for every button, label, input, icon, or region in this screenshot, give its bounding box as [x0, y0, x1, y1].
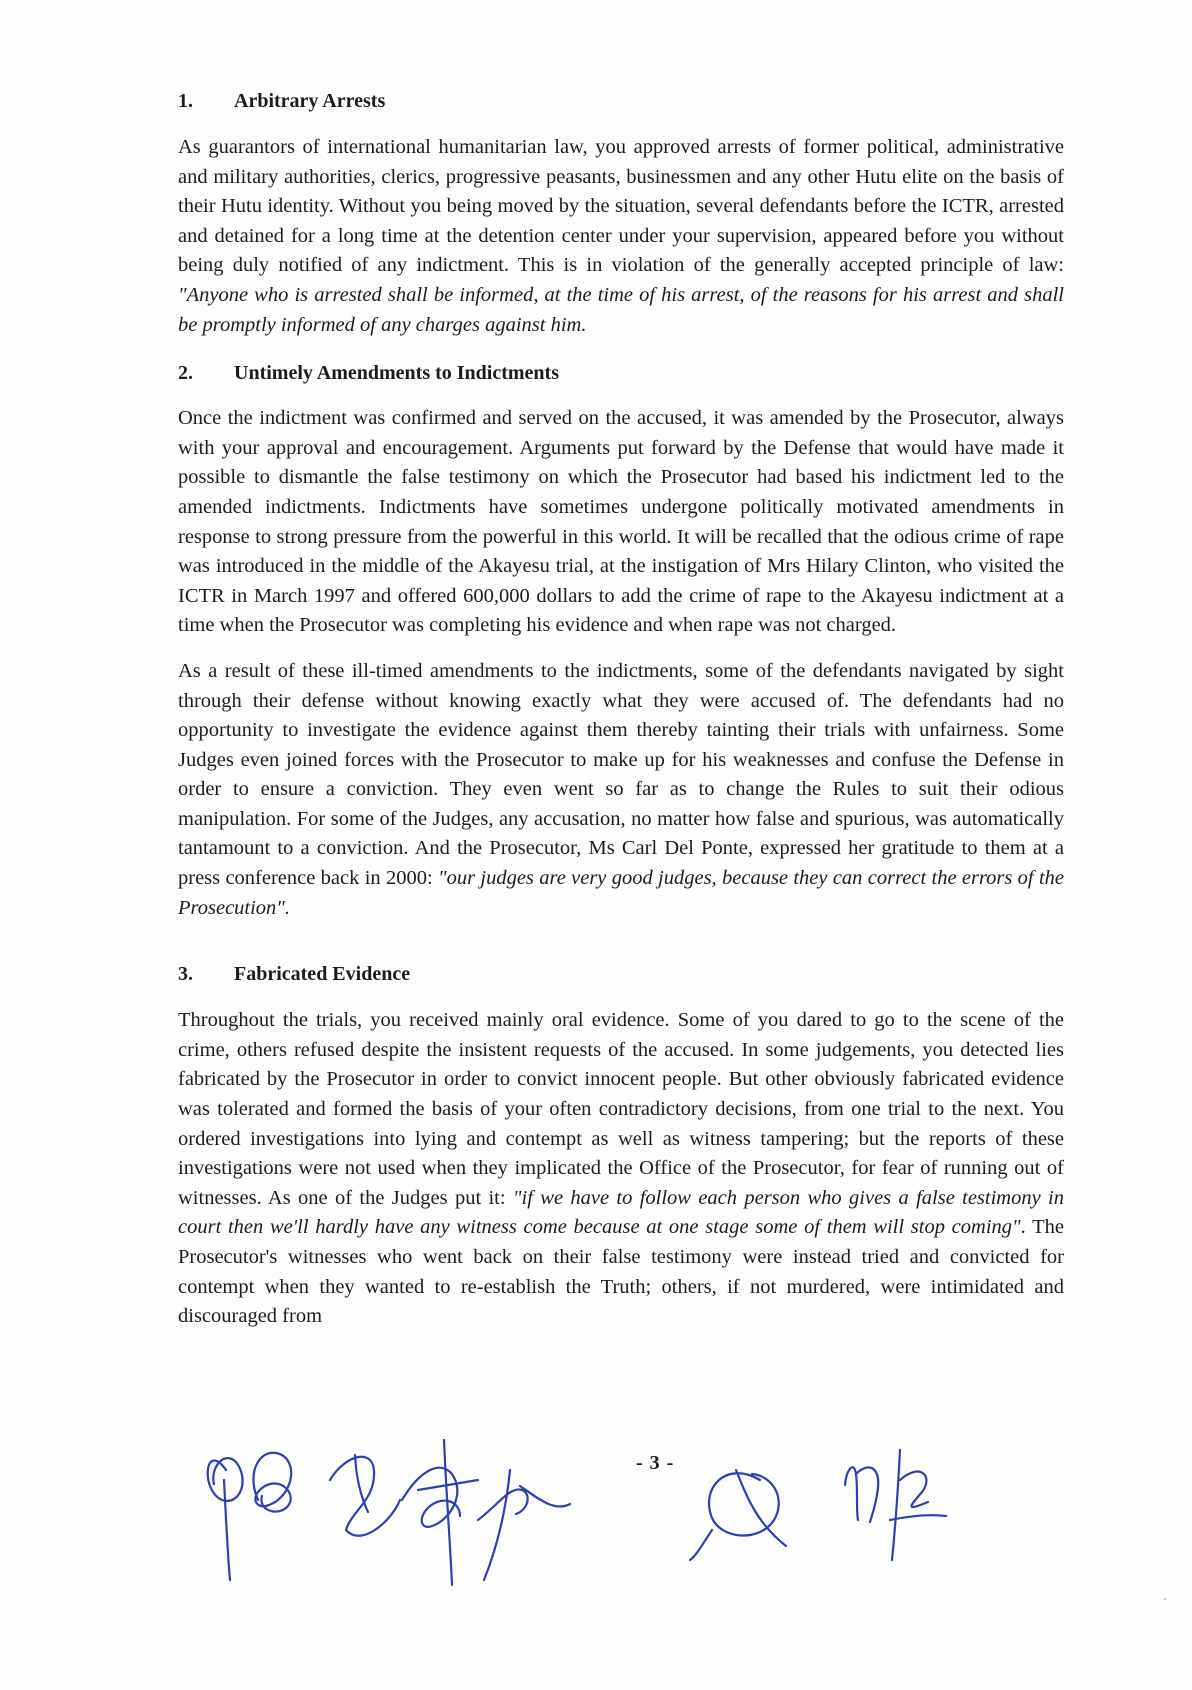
paragraph-arbitrary-arrests	[178, 133, 1064, 340]
signature-initial-5	[478, 1470, 570, 1580]
paragraph-amendments-2	[178, 657, 1064, 923]
signature-initial-7	[845, 1467, 878, 1522]
paragraph-text: As a result of these ill-timed amendments to the indictments, some of the defendants navigated by sight through their defense without knowing exactly what they were accused of. The defendants had no opportunity to investigate the evidence against them thereby tainting their trials with unfairness. Some Judges even joined forces with the Prosecutor to make up for his weaknesses and confuse the Defense in order to ensure a conviction. They even went so far as to change the Rules to suit their odious manipulation. For some of the Judges, any accusation, no matter how false and spurious, was automatically tantamount to a conviction. And the Prosecutor, Ms Carl Del Ponte, expressed her gratitude to them at a press conference back in 2000:	[178, 659, 1064, 890]
section-title-1: Arbitrary Arrests	[234, 90, 386, 112]
signature-initial-2	[253, 1453, 291, 1512]
paragraph-text: As guarantors of international humanitarian law, you approved arrests of former political, administrative and military authorities, clerics, progressive peasants, businessmen and any other Hutu elite on the basis of their Hutu identity. Without you being moved by the situation, several defendants before the ICTR, arrested and detained for a long time at the detention center under your supervision, appeared before you without being duly notified of any indictment. This is in violation of the generally accepted principle of law:	[178, 136, 1064, 277]
section-number-1: 1.	[178, 90, 193, 112]
paragraph-text: Once the indictment was confirmed and served on the accused, it was amended by the Prosecutor, always with your approval and encouragement. Arguments put forward by the Defense that would have made it possible to dismantle the false testimony on which the Prosecutor had based his indictment led to the amended indictments. Indictments have sometimes undergone politically motivated amendments in response to strong pressure from the powerful in this world. It will be recalled that the odious crime of rape was introduced in the middle of the Akayesu trial, at the instigation of Mrs Hilary Clinton, who visited the ICTR in March 1997 and offered 600,000 dollars to add the crime of rape to the Akayesu indictment at a time when the Prosecutor was completing his evidence and when rape was not charged.	[178, 407, 1064, 637]
section-title-2: Untimely Amendments to Indictments	[234, 362, 559, 385]
quoted-principle: "Anyone who is arrested shall be informed, at the time of his arrest, of the reasons for his arrest and shall be promptly informed of any charges against him.	[178, 283, 1064, 336]
document-body	[178, 88, 1064, 1332]
paragraph-text: . The Prosecutor's witnesses who went back on their false testimony were instead tried and convicted for contempt when they wanted to re-establish the Truth; others, if not murdered, were intimidated and discouraged from	[178, 1216, 1064, 1328]
signature-initial-6	[690, 1470, 786, 1560]
paragraph-fabricated-evidence	[178, 1006, 1064, 1332]
section-title-3: Fabricated Evidence	[234, 963, 411, 986]
section-heading-2	[178, 360, 1064, 386]
paragraph-amendments-1	[178, 404, 1064, 641]
section-heading-3	[178, 961, 1064, 987]
signature-initial-8	[890, 1450, 946, 1560]
signature-initial-4	[402, 1440, 478, 1585]
signature-initial-3	[330, 1455, 400, 1536]
section-number-3: 3.	[178, 963, 193, 986]
judge-quote: "if we have to follow each person who gives a false testimony in court then we'll hardly have any witness come because at one stage some of them will stop coming"	[178, 1186, 1064, 1239]
signature-initial-1	[208, 1458, 243, 1580]
paragraph-text: Throughout the trials, you received mainly oral evidence. Some of you dared to go to the scene of the crime, others refused despite the insistent requests of the accused. In some judgements, you detected lies fabricated by the Prosecutor in order to convict innocent people. But other obviously fabricated evidence was tolerated and formed the basis of your often contradictory decisions, from one trial to the next. You ordered investigations into lying and contempt as well as witness tampering; but the reports of these investigations were not used when they implicated the Office of the Prosecutor, for fear of running out of witnesses. As one of the Judges put it:	[178, 1009, 1064, 1209]
page-number: - 3 -	[636, 1452, 675, 1474]
scan-artifact	[1164, 1598, 1166, 1600]
section-heading-1	[178, 88, 1064, 114]
prosecutor-quote: "our judges are very good judges, because they can correct the errors of the Prosecution".	[178, 867, 1064, 919]
section-number-2: 2.	[178, 362, 193, 385]
